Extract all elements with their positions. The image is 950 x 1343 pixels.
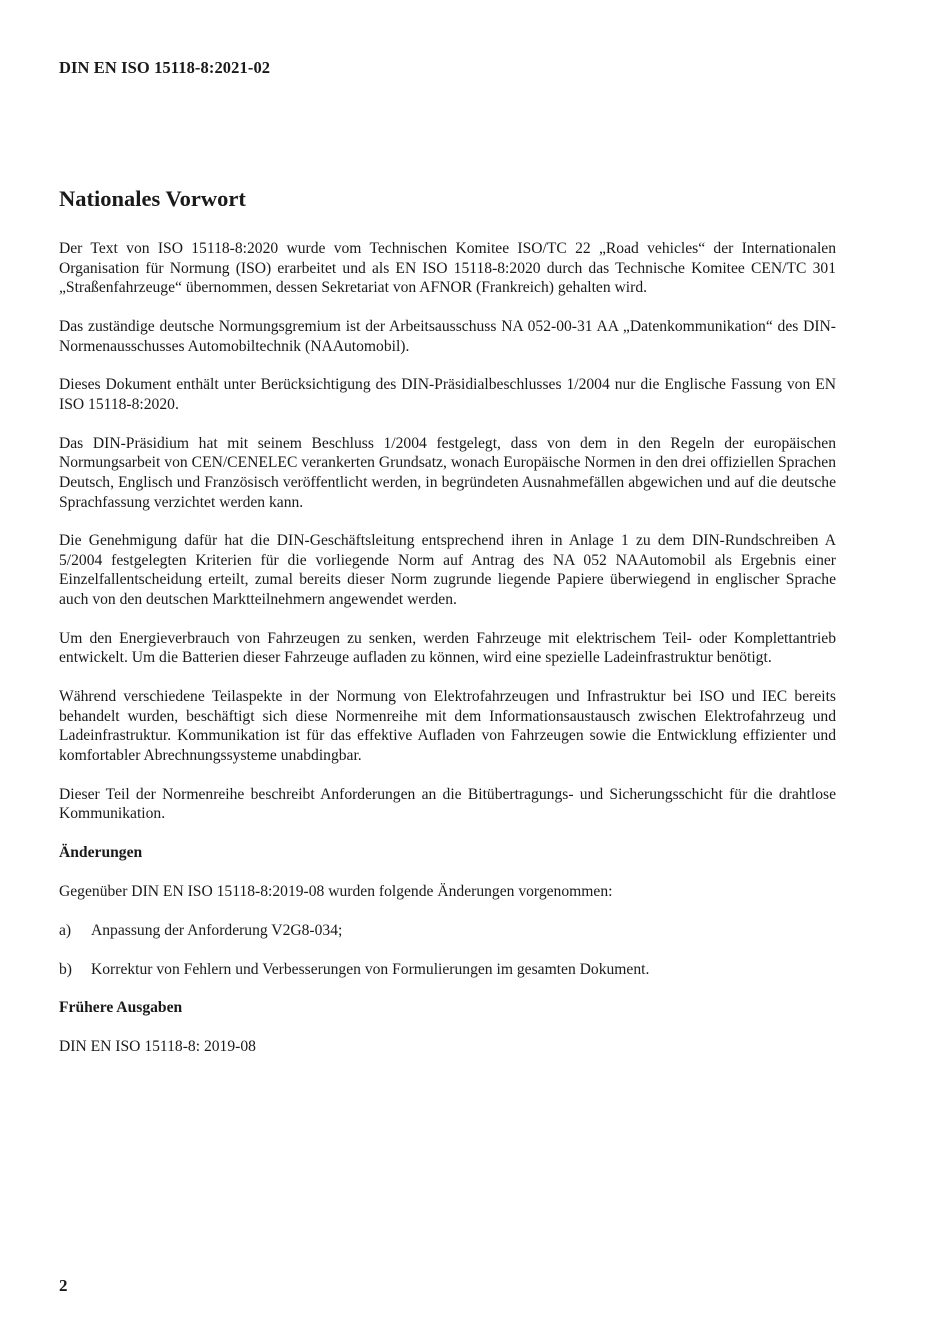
previous-editions-text: DIN EN ISO 15118-8: 2019-08	[59, 1038, 256, 1056]
list-item	[59, 960, 836, 980]
page-title: Nationales Vorwort	[59, 186, 246, 211]
changes-intro: Gegenüber DIN EN ISO 15118-8:2019-08 wurden folgende Änderungen vorgenommen:	[59, 882, 613, 900]
list-item-text: Anpassung der Anforderung V2G8-034;	[91, 921, 343, 939]
paragraph: Der Text von ISO 15118-8:2020 wurde vom Technischen Komitee ISO/TC 22 „Road vehicles“ der Internationalen Organisation für Normung (ISO) erarbeitet und als EN ISO 15118-8:2020 durch das Technische Komitee CEN/TC 301 „Straßenfahrzeuge“ übernommen, dessen Sekretariat von AFNOR (Frankreich) gehalten wird.	[59, 240, 836, 297]
paragraph: Das zuständige deutsche Normungsgremium ist der Arbeitsausschuss NA 052-00-31 AA „Datenkommunikation“ des DIN-Normenausschusses Automobiltechnik (NAAutomobil).	[59, 317, 836, 355]
list-item-text: Korrektur von Fehlern und Verbesserungen von Formulierungen im gesamten Dokument.	[91, 960, 650, 978]
list-item-label: b)	[59, 960, 72, 978]
document-body	[59, 239, 836, 1076]
paragraph: Dieses Dokument enthält unter Berücksichtigung des DIN-Präsidialbeschlusses 1/2004 nur die Englische Fassung von EN ISO 15118-8:2020.	[59, 376, 836, 413]
changes-heading: Änderungen	[59, 844, 143, 862]
paragraph: Die Genehmigung dafür hat die DIN-Geschäftsleitung entsprechend ihren in Anlage 1 zu dem DIN-Rundschreiben A 5/2004 festgelegten Kriterien für die vorliegende Norm auf Antrag des NA 052 NAAutomobil als Ergebnis einer Einzelfallentscheidung erteilt, zumal bereits dieser Norm zugrunde liegende Papiere überwiegend in englischer Sprache auch von den deutschen Marktteilnehmern angewendet werden.	[59, 532, 836, 609]
paragraph: Um den Energieverbrauch von Fahrzeugen zu senken, werden Fahrzeuge mit elektrischem Teil- oder Komplettantrieb entwickelt. Um die Batterien dieser Fahrzeuge aufladen zu können, wird eine spezielle Ladeinfrastruktur benötigt.	[59, 629, 836, 667]
paragraph: Dieser Teil der Normenreihe beschreibt Anforderungen an die Bitübertragungs- und Sicherungsschicht für die drahtlose Kommunikation.	[59, 785, 836, 823]
page-number: 2	[59, 1276, 68, 1295]
previous-editions-heading: Frühere Ausgaben	[59, 999, 183, 1017]
list-item-label: a)	[59, 921, 72, 939]
paragraph: Während verschiedene Teilaspekte in der Normung von Elektrofahrzeugen und Infrastruktur bei ISO und IEC bereits behandelt wurden, beschäftigt sich diese Normenreihe mit dem Informationsaustausch zwischen Elektrofahrzeug und Ladeinfrastruktur. Kommunikation ist für das effektive Aufladen von Fahrzeugen sowie die Entwicklung effizienter und komfortabler Abrechnungssysteme unabdingbar.	[59, 688, 836, 764]
list-item	[59, 921, 836, 941]
document-id: DIN EN ISO 15118-8:2021-02	[59, 58, 271, 77]
paragraph: Das DIN-Präsidium hat mit seinem Beschluss 1/2004 festgelegt, dass von dem in den Regeln der europäischen Normungsarbeit von CEN/CENELEC verankerten Grundsatz, wonach Europäische Normen in den drei offiziellen Sprachen Deutsch, Englisch und Französisch veröffentlicht werden, in begründeten Ausnahmefällen abgewichen und auf die deutsche Sprachfassung verzichtet werden kann.	[59, 434, 836, 511]
